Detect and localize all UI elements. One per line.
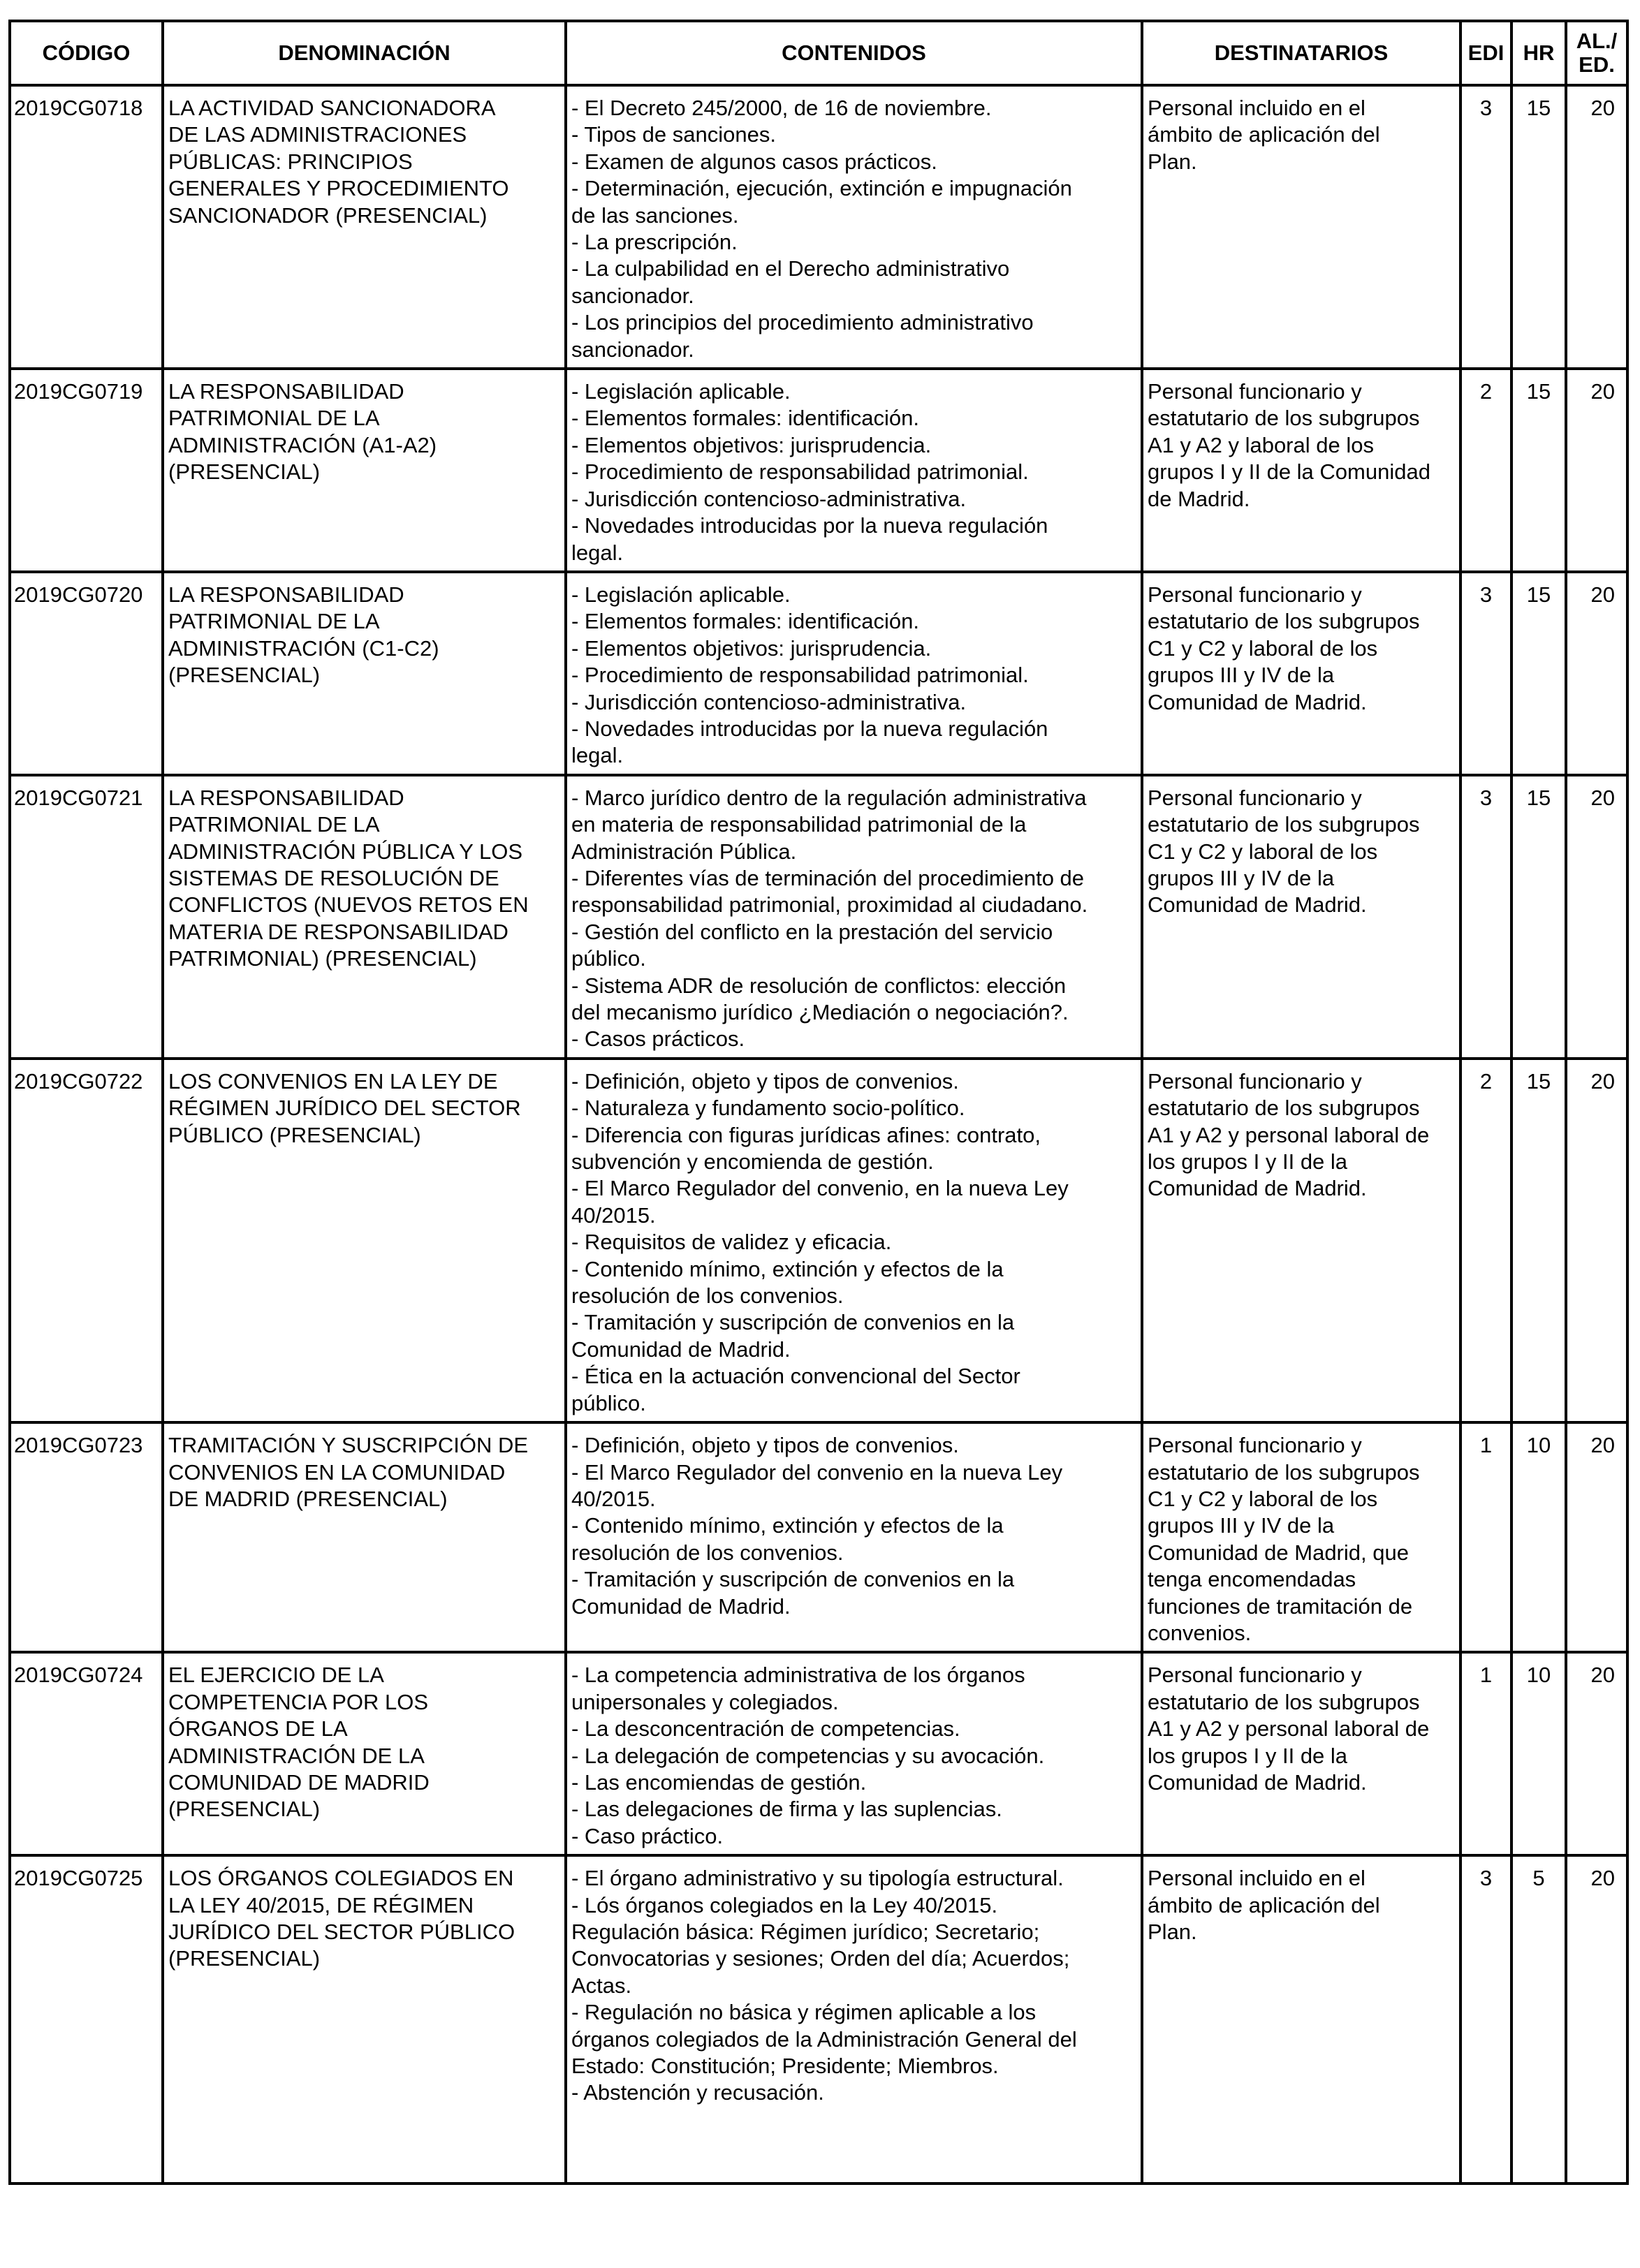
contenidos-line: - El Decreto 245/2000, de 16 de noviembre. xyxy=(571,96,992,120)
contenidos-line: - Elementos objetivos: jurisprudencia. xyxy=(571,432,932,457)
denominacion-line: ADMINISTRACIÓN (A1-A2) xyxy=(168,432,437,457)
denominacion-line: DE LAS ADMINISTRACIONES xyxy=(168,122,467,147)
header-edi: EDI xyxy=(1460,21,1511,85)
table-row xyxy=(10,1422,1627,1652)
cell-denominacion xyxy=(163,1855,566,2184)
contenidos-line: resolución de los convenios. xyxy=(571,1283,844,1309)
cell-contenidos xyxy=(566,1059,1142,1422)
contenidos-line: - Definición, objeto y tipos de convenios. xyxy=(571,1433,959,1458)
contenidos-line: - La delegación de competencias y su avocación. xyxy=(571,1743,1045,1768)
cell-destinatarios xyxy=(1142,1422,1460,1652)
denominacion-line: DE MADRID (PRESENCIAL) xyxy=(168,1486,448,1511)
contenidos-line: - Procedimiento de responsabilidad patrimonial. xyxy=(571,459,1029,485)
destinatarios-line: Comunidad de Madrid. xyxy=(1148,892,1367,918)
contenidos-line: - Definición, objeto y tipos de convenios. xyxy=(571,1068,959,1094)
cell-edi: 2 xyxy=(1460,1059,1511,1422)
contenidos-line: - Casos prácticos. xyxy=(571,1026,745,1052)
contenidos-line: - Jurisdicción contencioso-administrativa. xyxy=(571,486,967,511)
contenidos-line: - Gestión del conflicto en la prestación del servicio xyxy=(571,919,1053,944)
destinatarios-line: Comunidad de Madrid, que xyxy=(1148,1540,1409,1565)
destinatarios-line: los grupos I y II de la xyxy=(1148,1743,1348,1768)
denominacion-line: LA LEY 40/2015, DE RÉGIMEN xyxy=(168,1892,474,1917)
destinatarios-line: Comunidad de Madrid. xyxy=(1148,689,1367,714)
denominacion-line: ADMINISTRACIÓN DE LA xyxy=(168,1743,425,1768)
cell-denominacion xyxy=(163,572,566,775)
cell-edi: 3 xyxy=(1460,85,1511,369)
denominacion-line: LA RESPONSABILIDAD xyxy=(168,379,404,404)
destinatarios-line: A1 y A2 y personal laboral de xyxy=(1148,1122,1430,1147)
contenidos-line: - La prescripción. xyxy=(571,230,738,255)
destinatarios-line: convenios. xyxy=(1148,1620,1252,1645)
cell-codigo: 2019CG0723 xyxy=(10,1422,163,1652)
header-al-ed xyxy=(1566,21,1627,85)
cell-codigo: 2019CG0720 xyxy=(10,572,163,775)
destinatarios-line: Personal incluido en el xyxy=(1148,96,1366,120)
contenidos-line: - El Marco Regulador del convenio, en la nueva Ley xyxy=(571,1176,1069,1201)
cell-denominacion xyxy=(163,1652,566,1855)
table-row xyxy=(10,1059,1627,1422)
cell-destinatarios xyxy=(1142,1059,1460,1422)
cell-edi: 1 xyxy=(1460,1422,1511,1652)
cell-edi: 3 xyxy=(1460,775,1511,1059)
cell-al-ed: 20 xyxy=(1566,1059,1627,1422)
course-table-page xyxy=(8,20,1626,2185)
cell-denominacion xyxy=(163,369,566,572)
cell-denominacion xyxy=(163,1059,566,1422)
contenidos-line: - Procedimiento de responsabilidad patrimonial. xyxy=(571,663,1029,688)
cell-contenidos xyxy=(566,369,1142,572)
contenidos-line: - Elementos formales: identificación. xyxy=(571,609,919,634)
cell-edi: 3 xyxy=(1460,1855,1511,2184)
contenidos-line: - Abstención y recusación. xyxy=(571,2080,824,2105)
cell-hr: 5 xyxy=(1511,1855,1566,2184)
destinatarios-line: grupos III y IV de la xyxy=(1148,1513,1335,1538)
contenidos-line: - Naturaleza y fundamento socio-político. xyxy=(571,1096,965,1121)
contenidos-line: - Requisitos de validez y eficacia. xyxy=(571,1230,892,1255)
contenidos-line: responsabilidad patrimonial, proximidad al ciudadano. xyxy=(571,892,1088,918)
destinatarios-line: Plan. xyxy=(1148,149,1197,174)
destinatarios-line: estatutario de los subgrupos xyxy=(1148,812,1420,837)
contenidos-line: - La culpabilidad en el Derecho administrativo xyxy=(571,256,1010,281)
contenidos-line: - Novedades introducidas por la nueva regulación xyxy=(571,513,1048,538)
destinatarios-line: Plan. xyxy=(1148,1920,1197,1944)
denominacion-line: JURÍDICO DEL SECTOR PÚBLICO xyxy=(168,1920,515,1944)
denominacion-line: (PRESENCIAL) xyxy=(168,663,321,688)
contenidos-line: - Las encomiendas de gestión. xyxy=(571,1769,867,1795)
contenidos-line: Actas. xyxy=(571,1973,632,1998)
cell-denominacion xyxy=(163,775,566,1059)
table-row xyxy=(10,1855,1627,2184)
destinatarios-line: estatutario de los subgrupos xyxy=(1148,1459,1420,1485)
cell-hr: 10 xyxy=(1511,1422,1566,1652)
cell-destinatarios xyxy=(1142,85,1460,369)
denominacion-line: COMUNIDAD DE MADRID xyxy=(168,1769,430,1795)
contenidos-line: - El órgano administrativo y su tipología estructural. xyxy=(571,1866,1064,1891)
destinatarios-line: Personal funcionario y xyxy=(1148,1433,1362,1458)
destinatarios-line: Personal funcionario y xyxy=(1148,582,1362,607)
denominacion-line: CONVENIOS EN LA COMUNIDAD xyxy=(168,1459,506,1485)
destinatarios-line: estatutario de los subgrupos xyxy=(1148,609,1420,634)
denominacion-line: LA ACTIVIDAD SANCIONADORA xyxy=(168,96,496,120)
contenidos-line: - El Marco Regulador del convenio en la nueva Ley xyxy=(571,1459,1063,1485)
course-table xyxy=(8,20,1629,2185)
cell-al-ed: 20 xyxy=(1566,1855,1627,2184)
contenidos-line: Comunidad de Madrid. xyxy=(571,1593,791,1619)
contenidos-line: - Examen de algunos casos prácticos. xyxy=(571,149,937,174)
header-hr: HR xyxy=(1511,21,1566,85)
denominacion-line: PÚBLICO (PRESENCIAL) xyxy=(168,1122,421,1147)
table-row xyxy=(10,85,1627,369)
cell-contenidos xyxy=(566,572,1142,775)
contenidos-line: unipersonales y colegiados. xyxy=(571,1689,839,1714)
cell-hr: 15 xyxy=(1511,1059,1566,1422)
destinatarios-line: estatutario de los subgrupos xyxy=(1148,1689,1420,1714)
cell-codigo: 2019CG0724 xyxy=(10,1652,163,1855)
cell-al-ed: 20 xyxy=(1566,775,1627,1059)
cell-al-ed: 20 xyxy=(1566,572,1627,775)
contenidos-line: Comunidad de Madrid. xyxy=(571,1336,791,1362)
cell-al-ed: 20 xyxy=(1566,369,1627,572)
destinatarios-line: Comunidad de Madrid. xyxy=(1148,1176,1367,1201)
cell-destinatarios xyxy=(1142,369,1460,572)
table-row xyxy=(10,369,1627,572)
contenidos-line: Estado: Constitución; Presidente; Miembros. xyxy=(571,2054,999,2079)
contenidos-line: - Sistema ADR de resolución de conflictos: elección xyxy=(571,973,1067,998)
denominacion-line: SANCIONADOR (PRESENCIAL) xyxy=(168,202,488,228)
contenidos-line: Administración Pública. xyxy=(571,839,797,864)
destinatarios-line: los grupos I y II de la xyxy=(1148,1149,1348,1174)
destinatarios-line: estatutario de los subgrupos xyxy=(1148,406,1420,431)
cell-contenidos xyxy=(566,85,1142,369)
contenidos-line: - Regulación no básica y régimen aplicable a los xyxy=(571,2000,1037,2025)
contenidos-line: - Las delegaciones de firma y las suplencias. xyxy=(571,1797,1002,1822)
cell-destinatarios xyxy=(1142,1652,1460,1855)
denominacion-line: EL EJERCICIO DE LA xyxy=(168,1663,384,1688)
destinatarios-line: Personal funcionario y xyxy=(1148,785,1362,810)
cell-codigo: 2019CG0719 xyxy=(10,369,163,572)
cell-contenidos xyxy=(566,1855,1142,2184)
table-row xyxy=(10,775,1627,1059)
contenidos-line: - Tramitación y suscripción de convenios en la xyxy=(571,1310,1015,1335)
destinatarios-line: Personal funcionario y xyxy=(1148,379,1362,404)
table-body xyxy=(10,85,1627,2184)
contenidos-line: - Ética en la actuación convencional del Sector xyxy=(571,1364,1020,1389)
destinatarios-line: grupos I y II de la Comunidad xyxy=(1148,459,1430,485)
cell-al-ed: 20 xyxy=(1566,1422,1627,1652)
contenidos-line: público. xyxy=(571,946,646,971)
cell-al-ed: 20 xyxy=(1566,85,1627,369)
denominacion-line: TRAMITACIÓN Y SUSCRIPCIÓN DE xyxy=(168,1433,529,1458)
contenidos-line: legal. xyxy=(571,540,624,565)
destinatarios-line: de Madrid. xyxy=(1148,486,1250,511)
contenidos-line: sancionador. xyxy=(571,283,694,308)
denominacion-line: LA RESPONSABILIDAD xyxy=(168,582,404,607)
denominacion-line: LA RESPONSABILIDAD xyxy=(168,785,404,810)
denominacion-line: PATRIMONIAL DE LA xyxy=(168,812,380,837)
table-header xyxy=(10,21,1627,85)
cell-contenidos xyxy=(566,1422,1142,1652)
cell-destinatarios xyxy=(1142,775,1460,1059)
contenidos-line: sancionador. xyxy=(571,337,694,362)
contenidos-line: - Determinación, ejecución, extinción e impugnación xyxy=(571,176,1072,201)
destinatarios-line: C1 y C2 y laboral de los xyxy=(1148,635,1378,661)
destinatarios-line: A1 y A2 y personal laboral de xyxy=(1148,1716,1430,1742)
denominacion-line: COMPETENCIA POR LOS xyxy=(168,1689,429,1714)
contenidos-line: - Contenido mínimo, extinción y efectos de la xyxy=(571,1256,1004,1281)
contenidos-line: - Legislación aplicable. xyxy=(571,582,791,607)
cell-contenidos xyxy=(566,775,1142,1059)
destinatarios-line: tenga encomendadas xyxy=(1148,1567,1356,1592)
cell-hr: 10 xyxy=(1511,1652,1566,1855)
cell-codigo: 2019CG0725 xyxy=(10,1855,163,2184)
cell-hr: 15 xyxy=(1511,572,1566,775)
header-contenidos: CONTENIDOS xyxy=(566,21,1142,85)
cell-codigo: 2019CG0721 xyxy=(10,775,163,1059)
table-row xyxy=(10,572,1627,775)
contenidos-line: - Los principios del procedimiento administrativo xyxy=(571,310,1034,335)
contenidos-line: - Tipos de sanciones. xyxy=(571,122,776,147)
destinatarios-line: grupos III y IV de la xyxy=(1148,663,1335,688)
cell-denominacion xyxy=(163,85,566,369)
contenidos-line: de las sanciones. xyxy=(571,202,739,228)
cell-edi: 3 xyxy=(1460,572,1511,775)
cell-hr: 15 xyxy=(1511,775,1566,1059)
contenidos-line: - La competencia administrativa de los órganos xyxy=(571,1663,1025,1688)
denominacion-line: (PRESENCIAL) xyxy=(168,1797,321,1822)
cell-hr: 15 xyxy=(1511,85,1566,369)
denominacion-line: RÉGIMEN JURÍDICO DEL SECTOR xyxy=(168,1096,521,1121)
contenidos-line: en materia de responsabilidad patrimonial de la xyxy=(571,812,1027,837)
cell-denominacion xyxy=(163,1422,566,1652)
cell-al-ed: 20 xyxy=(1566,1652,1627,1855)
destinatarios-line: estatutario de los subgrupos xyxy=(1148,1096,1420,1121)
denominacion-line: LOS ÓRGANOS COLEGIADOS EN xyxy=(168,1866,514,1891)
contenidos-line: legal. xyxy=(571,743,624,768)
contenidos-line: Convocatorias y sesiones; Orden del día; Acuerdos; xyxy=(571,1946,1070,1971)
header-al-ed-line2: ED. xyxy=(1579,52,1615,77)
destinatarios-line: Comunidad de Madrid. xyxy=(1148,1769,1367,1795)
contenidos-line: público. xyxy=(571,1390,646,1415)
destinatarios-line: Personal incluido en el xyxy=(1148,1866,1366,1891)
denominacion-line: ADMINISTRACIÓN (C1-C2) xyxy=(168,635,439,661)
header-al-ed-line1: AL./ xyxy=(1576,29,1618,53)
cell-codigo: 2019CG0718 xyxy=(10,85,163,369)
table-row xyxy=(10,1652,1627,1855)
contenidos-line: - Marco jurídico dentro de la regulación administrativa xyxy=(571,785,1087,810)
cell-edi: 2 xyxy=(1460,369,1511,572)
contenidos-line: - Caso práctico. xyxy=(571,1823,724,1848)
contenidos-line: 40/2015. xyxy=(571,1202,656,1228)
denominacion-line: GENERALES Y PROCEDIMIENTO xyxy=(168,176,509,201)
cell-contenidos xyxy=(566,1652,1142,1855)
denominacion-line: LOS CONVENIOS EN LA LEY DE xyxy=(168,1068,498,1094)
denominacion-line: (PRESENCIAL) xyxy=(168,459,321,485)
contenidos-line: - Elementos objetivos: jurisprudencia. xyxy=(571,635,932,661)
contenidos-line: - Novedades introducidas por la nueva regulación xyxy=(571,716,1048,741)
denominacion-line: CONFLICTOS (NUEVOS RETOS EN xyxy=(168,892,529,918)
contenidos-line: subvención y encomienda de gestión. xyxy=(571,1149,934,1174)
contenidos-line: - Diferentes vías de terminación del procedimiento de xyxy=(571,865,1085,890)
destinatarios-line: Personal funcionario y xyxy=(1148,1068,1362,1094)
destinatarios-line: Personal funcionario y xyxy=(1148,1663,1362,1688)
header-denominacion: DENOMINACIÓN xyxy=(163,21,566,85)
header-codigo: CÓDIGO xyxy=(10,21,163,85)
denominacion-line: PATRIMONIAL DE LA xyxy=(168,406,380,431)
contenidos-line: Regulación básica: Régimen jurídico; Secretario; xyxy=(571,1920,1040,1944)
contenidos-line: - Contenido mínimo, extinción y efectos de la xyxy=(571,1513,1004,1538)
denominacion-line: MATERIA DE RESPONSABILIDAD xyxy=(168,919,508,944)
contenidos-line: 40/2015. xyxy=(571,1486,656,1511)
denominacion-line: PATRIMONIAL) (PRESENCIAL) xyxy=(168,946,477,971)
contenidos-line: - Diferencia con figuras jurídicas afines: contrato, xyxy=(571,1122,1041,1147)
denominacion-line: PÚBLICAS: PRINCIPIOS xyxy=(168,149,413,174)
destinatarios-line: C1 y C2 y laboral de los xyxy=(1148,1486,1378,1511)
destinatarios-line: funciones de tramitación de xyxy=(1148,1593,1413,1619)
destinatarios-line: ámbito de aplicación del xyxy=(1148,122,1380,147)
contenidos-line: - Jurisdicción contencioso-administrativa. xyxy=(571,689,967,714)
cell-destinatarios xyxy=(1142,1855,1460,2184)
contenidos-line: resolución de los convenios. xyxy=(571,1540,844,1565)
denominacion-line: SISTEMAS DE RESOLUCIÓN DE xyxy=(168,865,499,890)
contenidos-line: - Lós órganos colegiados en la Ley 40/2015. xyxy=(571,1892,998,1917)
denominacion-line: ÓRGANOS DE LA xyxy=(168,1716,348,1742)
header-destinatarios: DESTINATARIOS xyxy=(1142,21,1460,85)
destinatarios-line: ámbito de aplicación del xyxy=(1148,1892,1380,1917)
destinatarios-line: grupos III y IV de la xyxy=(1148,865,1335,890)
cell-edi: 1 xyxy=(1460,1652,1511,1855)
denominacion-line: (PRESENCIAL) xyxy=(168,1946,321,1971)
contenidos-line: - Legislación aplicable. xyxy=(571,379,791,404)
contenidos-line: - Elementos formales: identificación. xyxy=(571,406,919,431)
contenidos-line: - La desconcentración de competencias. xyxy=(571,1716,960,1742)
destinatarios-line: A1 y A2 y laboral de los xyxy=(1148,432,1374,457)
cell-codigo: 2019CG0722 xyxy=(10,1059,163,1422)
denominacion-line: PATRIMONIAL DE LA xyxy=(168,609,380,634)
contenidos-line: órganos colegiados de la Administración General del xyxy=(571,2026,1077,2052)
contenidos-line: - Tramitación y suscripción de convenios en la xyxy=(571,1567,1015,1592)
contenidos-line: del mecanismo jurídico ¿Mediación o negociación?. xyxy=(571,1000,1069,1024)
destinatarios-line: C1 y C2 y laboral de los xyxy=(1148,839,1378,864)
denominacion-line: ADMINISTRACIÓN PÚBLICA Y LOS xyxy=(168,839,523,864)
cell-destinatarios xyxy=(1142,572,1460,775)
cell-hr: 15 xyxy=(1511,369,1566,572)
